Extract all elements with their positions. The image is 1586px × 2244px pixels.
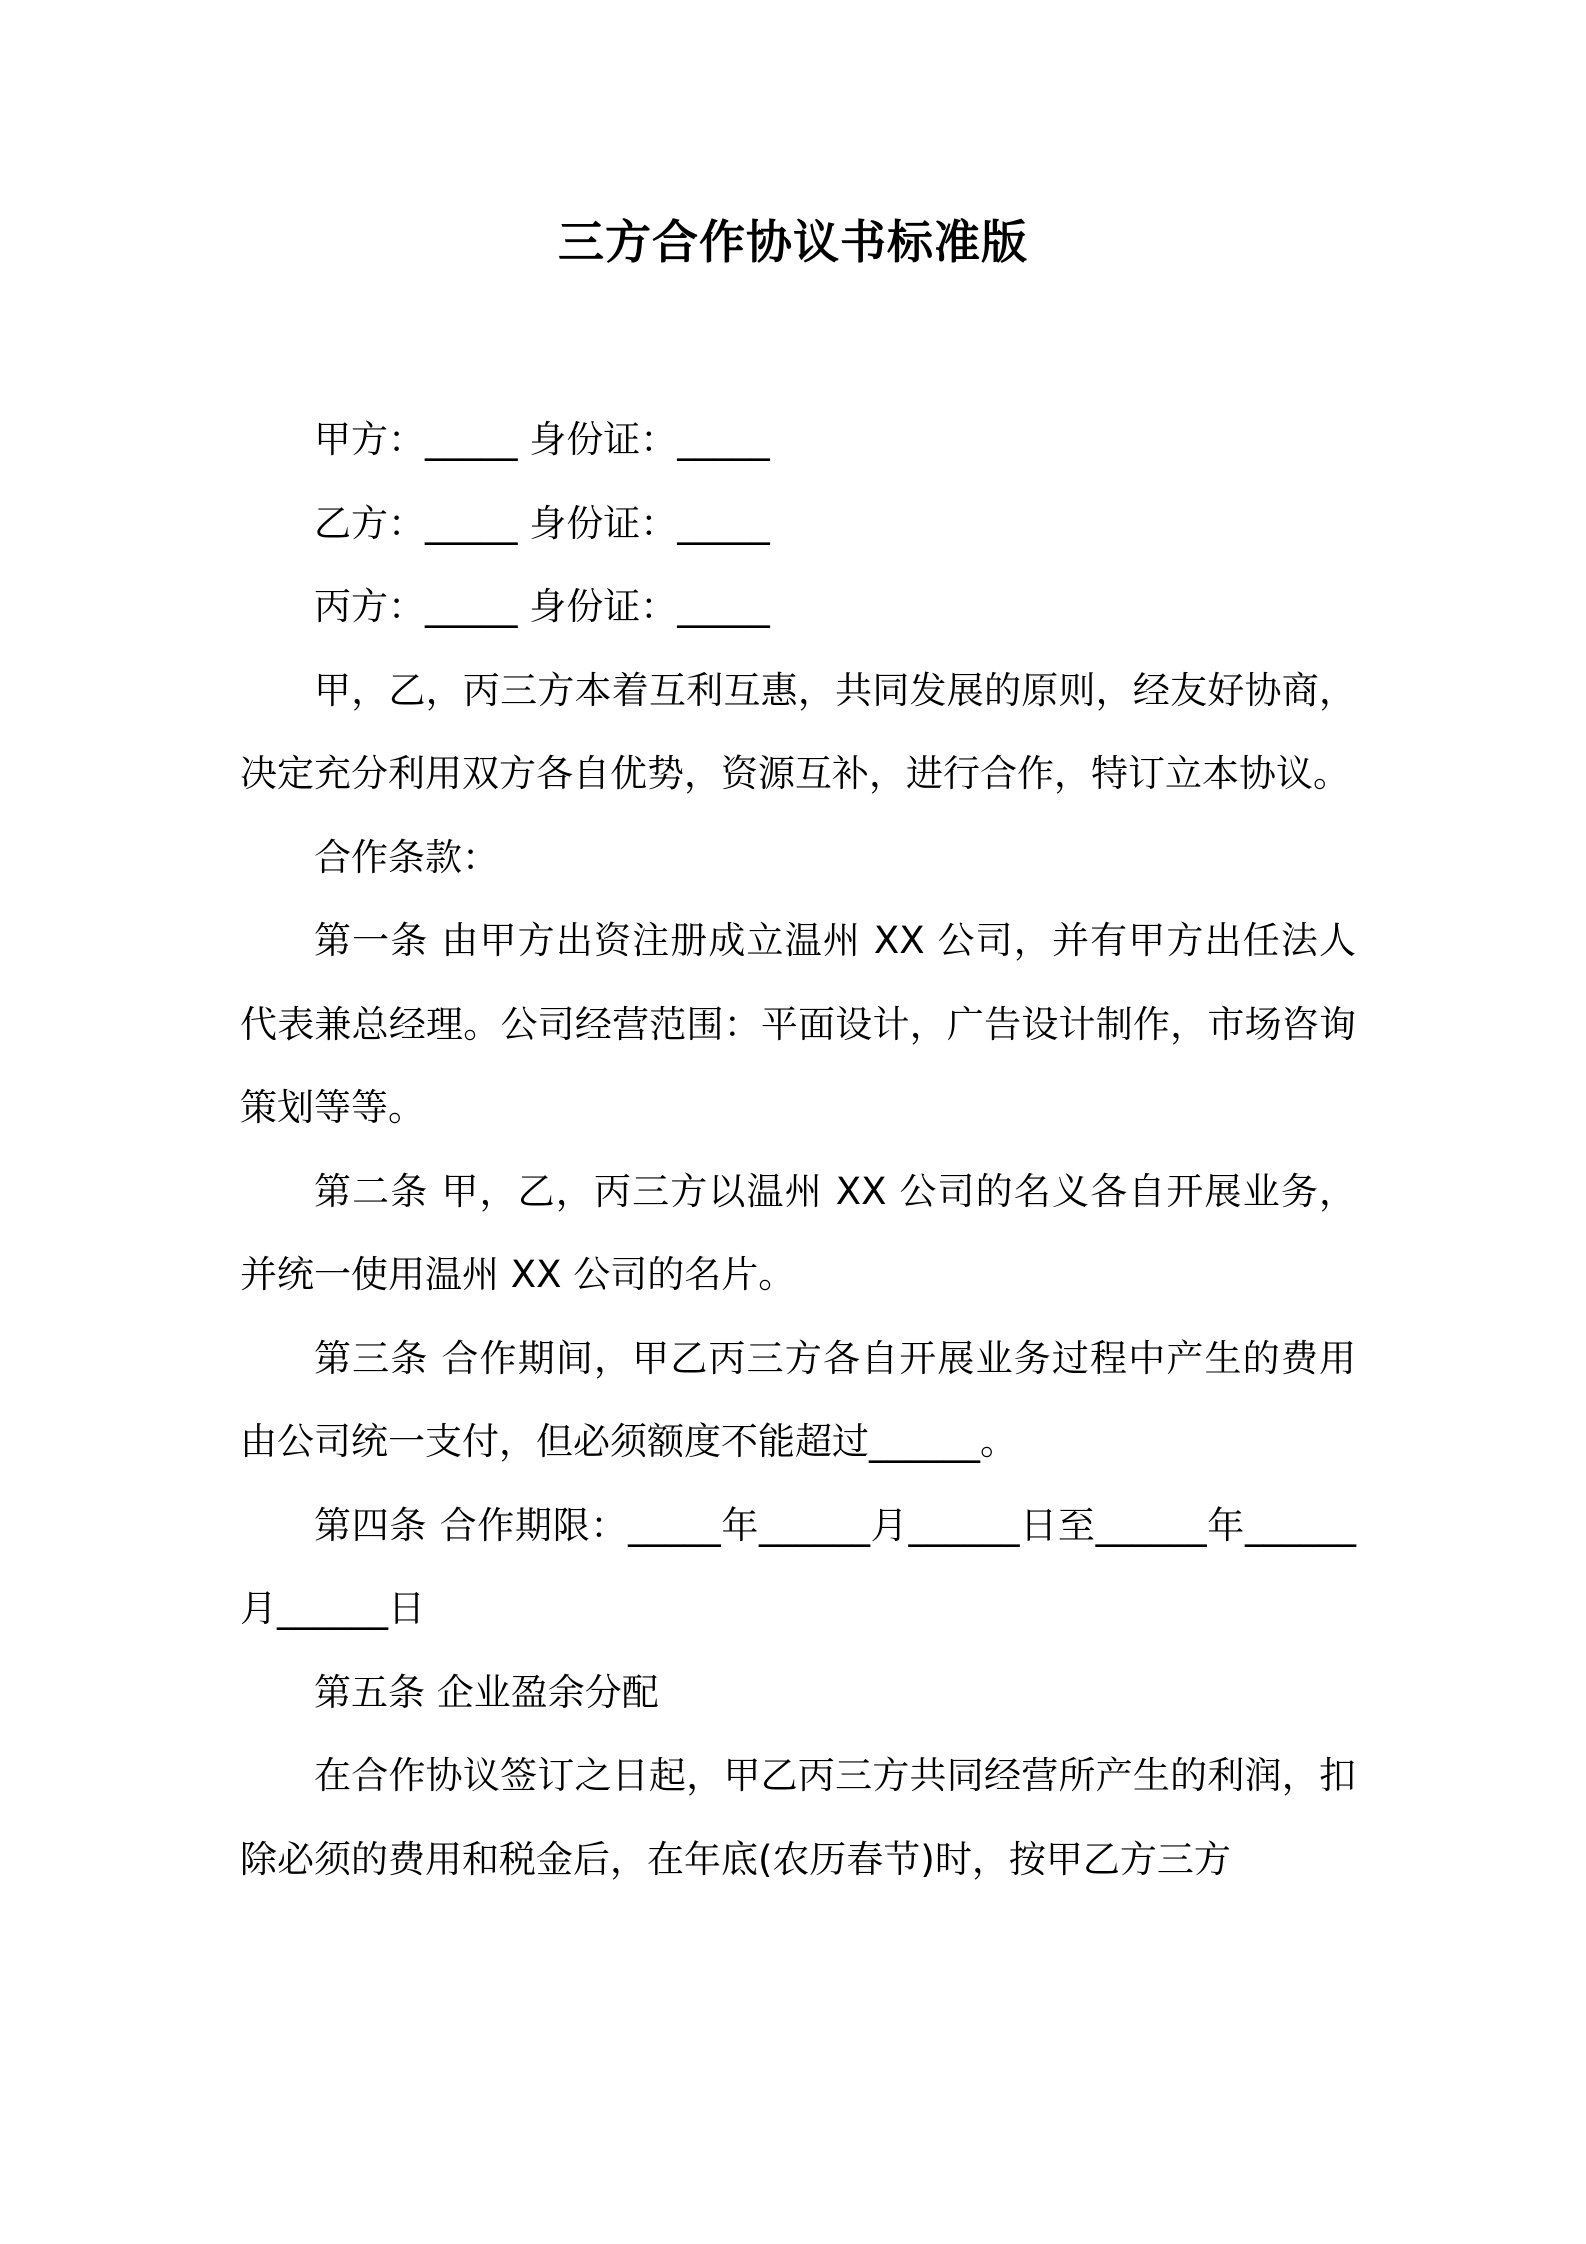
profit-distribution-paragraph: 在合作协议签订之日起，甲乙丙三方共同经营所产生的利润，扣除必须的费用和税金后，在年底(农历春节)时，按甲乙方三方 bbox=[240, 1754, 1356, 1881]
document-title: 三方合作协议书标准版 bbox=[558, 215, 1028, 269]
party-c-line: 丙方：_____ 身份证：_____ bbox=[314, 585, 770, 628]
article-4-paragraph: 第四条 合作期限：_____年______月______日至______年______月______日 bbox=[240, 1503, 1356, 1630]
document-body bbox=[240, 398, 1356, 1901]
terms-heading: 合作条款： bbox=[314, 835, 499, 879]
article-2-paragraph: 第二条 甲，乙，丙三方以温州 XX 公司的名义各自开展业务，并统一使用温州 XX 公司的名片。 bbox=[240, 1169, 1356, 1296]
article-3-paragraph: 第三条 合作期间，甲乙丙三方各自开展业务过程中产生的费用由公司统一支付，但必须额度不能超过______。 bbox=[240, 1336, 1356, 1463]
article-1-paragraph: 第一条 由甲方出资注册成立温州 XX 公司，并有甲方出任法人代表兼总经理。公司经营范围：平面设计，广告设计制作，市场咨询策划等等。 bbox=[240, 919, 1356, 1129]
preamble-paragraph: 甲，乙，丙三方本着互利互惠，共同发展的原则，经友好协商，决定充分利用双方各自优势，资源互补，进行合作，特订立本协议。 bbox=[240, 668, 1356, 795]
article-5-heading: 第五条 企业盈余分配 bbox=[314, 1670, 659, 1714]
party-a-line: 甲方：_____ 身份证：_____ bbox=[314, 418, 770, 461]
party-b-line: 乙方：_____ 身份证：_____ bbox=[314, 501, 770, 545]
